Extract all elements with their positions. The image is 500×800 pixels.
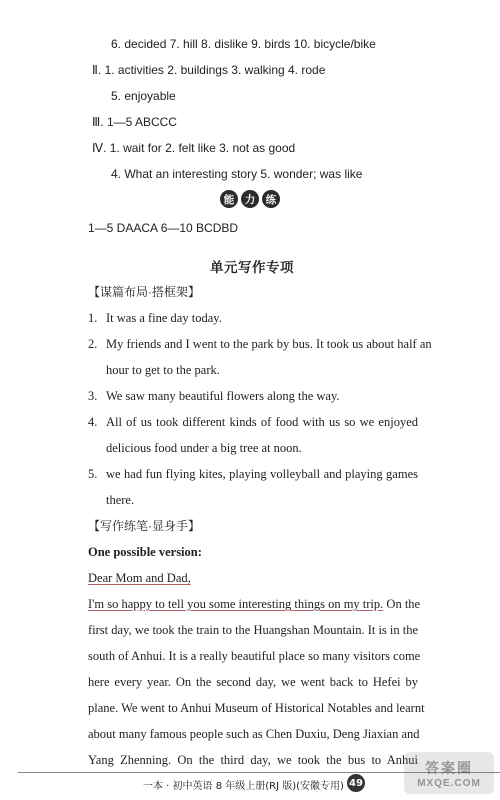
footer-text: 一本 · 初中英语 8 年级上册(RJ 版)(安徽专用) xyxy=(143,781,344,792)
watermark-logo xyxy=(404,752,494,794)
essay-line-1 xyxy=(88,596,420,612)
section-2-answers-row2: 5. enjoyable xyxy=(111,89,176,103)
essay-line-4: here every year. On the second day, we went back to Hefei by xyxy=(88,675,418,689)
point-2-text-line2: hour to get to the park. xyxy=(106,363,220,377)
point-5-text-line1: we had fun flying kites, playing volleyball and playing games xyxy=(106,467,418,481)
point-5-text-line2: there. xyxy=(106,493,135,507)
point-3-number: 3. xyxy=(88,389,98,403)
section-title: 单元写作专项 xyxy=(210,260,294,276)
page-number: 49 xyxy=(347,774,365,792)
point-5-number: 5. xyxy=(88,467,98,481)
essay-line-2: first day, we took the train to the Huangshan Mountain. It is in the xyxy=(88,623,419,637)
point-4-number: 4. xyxy=(88,415,98,429)
point-4-text-line1: All of us took different kinds of food with us so we enjoyed xyxy=(106,415,418,429)
ability-practice-heading xyxy=(220,190,280,208)
section-4-answers-row2: 4. What an interesting story 5. wonder; was like xyxy=(111,167,363,181)
point-1-text: It was a fine day today. xyxy=(106,311,222,325)
practice-heading: 【写作练笔·显身手】 xyxy=(88,519,200,533)
essay-line-5: plane. We went to Anhui Museum of Historical Notables and learnt xyxy=(88,701,425,715)
point-3-text: We saw many beautiful flowers along the way. xyxy=(106,389,340,403)
section-3-answers: Ⅲ. 1—5 ABCCC xyxy=(92,115,177,129)
section-2-answers-row1: Ⅱ. 1. activities 2. buildings 3. walking 4. rode xyxy=(92,63,326,77)
point-2-number: 2. xyxy=(88,337,98,351)
ability-badge-2: 力 xyxy=(241,190,259,208)
essay-line-3: south of Anhui. It is a really beautiful place so many visitors come xyxy=(88,649,421,663)
ability-answers: 1—5 DAACA 6—10 BCDBD xyxy=(88,221,239,235)
answer-row-6-10: 6. decided 7. hill 8. dislike 9. birds 10. bicycle/bike xyxy=(111,37,376,51)
point-4-text-line2: delicious food under a big tree at noon. xyxy=(106,441,302,455)
watermark-en: MXQE.COM xyxy=(417,777,481,789)
ability-badge-1: 能 xyxy=(220,190,238,208)
version-label: One possible version: xyxy=(88,545,202,559)
section-4-answers-row1: Ⅳ. 1. wait for 2. felt like 3. not as good xyxy=(92,141,296,155)
point-2-text-line1: My friends and I went to the park by bus. It took us about half an xyxy=(106,337,432,351)
watermark-cn: 答案圈 xyxy=(425,760,473,777)
essay-line-6: about many famous people such as Chen Duxiu, Deng Jiaxian and xyxy=(88,727,420,741)
essay-underlined-sentence: I'm so happy to tell you some interesting things on my trip. xyxy=(88,597,384,611)
essay-line-1-rest: On the xyxy=(383,597,421,611)
framework-heading: 【谋篇布局·搭框架】 xyxy=(88,285,200,299)
essay-line-7: Yang Zhenning. On the third day, we took the bus to Anhui xyxy=(88,753,418,767)
ability-badge-3: 练 xyxy=(262,190,280,208)
letter-salutation: Dear Mom and Dad, xyxy=(88,571,191,585)
point-1-number: 1. xyxy=(88,311,98,325)
